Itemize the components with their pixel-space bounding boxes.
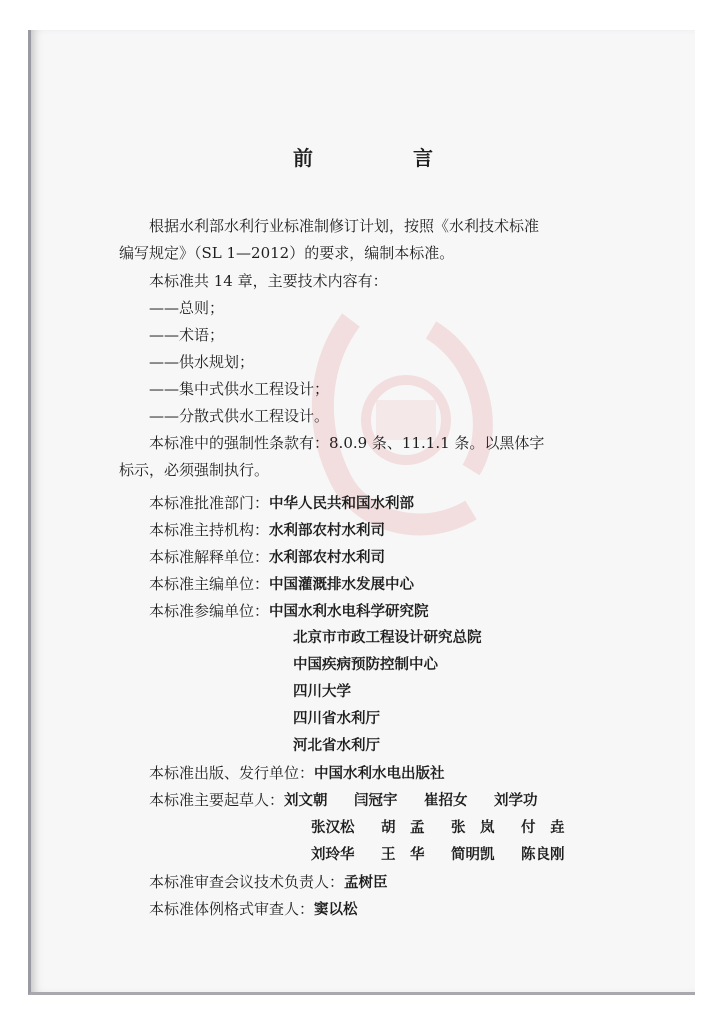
content-item: ——总则； [149,299,225,317]
review-label: 本标准审查会议技术负责人： [149,873,345,891]
approve-label: 本标准批准部门： [149,494,270,512]
drafter-name: 简明凯 [451,847,495,863]
publisher-label: 本标准出版、发行单位： [149,764,315,782]
participant: 四川省水利厅 [293,711,380,727]
participant: 四川大学 [293,684,351,700]
drafters-row [149,790,564,811]
mandatory-clause-line-2: 标示，必须强制执行。 [119,461,270,479]
drafter-name: 刘文朝 [284,793,328,809]
drafter-name: 闫冠宇 [354,793,398,809]
format-value: 窦以松 [314,902,358,918]
participant: 中国疾病预防控制中心 [293,657,438,673]
chief-row [149,574,414,595]
drafter-name: 崔招女 [424,793,468,809]
participants-label: 本标准参编单位： [149,602,270,620]
drafter-name: 王 华 [381,847,425,863]
chief-value: 中国灌溉排水发展中心 [269,577,415,593]
drafters-row [311,844,591,865]
page-title: 前 言 [293,146,473,170]
host-label: 本标准主持机构： [149,521,270,539]
participants-row [149,601,429,622]
intro-line-2: 编写规定》（SL 1—2012）的要求，编制本标准。 [119,244,455,262]
content-item: ——供水规划； [149,353,255,371]
drafter-name: 胡 孟 [381,820,425,836]
scanned-page [28,30,695,995]
mandatory-clause-line-1: 本标准中的强制性条款有：8.0.9 条、11.1.1 条。以黑体字 [149,434,545,452]
drafters-row [311,817,591,838]
content-item: ——分散式供水工程设计。 [149,407,330,425]
drafter-name: 张 岚 [451,820,495,836]
review-value: 孟树臣 [344,875,388,891]
host-row [149,520,385,541]
content-item: ——集中式供水工程设计； [149,380,330,398]
approve-value: 中华人民共和国水利部 [269,496,415,512]
format-label: 本标准体例格式审查人： [149,900,315,918]
drafters-label: 本标准主要起草人： [149,791,285,809]
chief-label: 本标准主编单位： [149,575,270,593]
interpret-row [149,547,385,568]
content-item: ——术语； [149,326,225,344]
approve-row [149,493,414,514]
drafter-name: 张汉松 [311,820,355,836]
participant: 河北省水利厅 [293,738,380,754]
format-row [149,899,358,920]
drafter-name: 刘玲华 [311,847,355,863]
drafter-name: 陈良刚 [521,847,565,863]
intro-line-1: 根据水利部水利行业标准制修订计划，按照《水利技术标准 [149,217,540,235]
chapter-count-line: 本标准共 14 章，主要技术内容有： [149,272,388,290]
participant: 中国水利水电科学研究院 [269,604,429,620]
interpret-label: 本标准解释单位： [149,548,270,566]
participant: 北京市市政工程设计研究总院 [293,630,482,646]
review-row [149,872,388,893]
drafter-name: 付 垚 [521,820,565,836]
page-content [31,30,695,992]
drafter-name: 刘学功 [494,793,538,809]
publisher-row [149,763,445,784]
interpret-value: 水利部农村水利司 [269,550,386,566]
publisher-value: 中国水利水电出版社 [314,766,445,782]
host-value: 水利部农村水利司 [269,523,386,539]
